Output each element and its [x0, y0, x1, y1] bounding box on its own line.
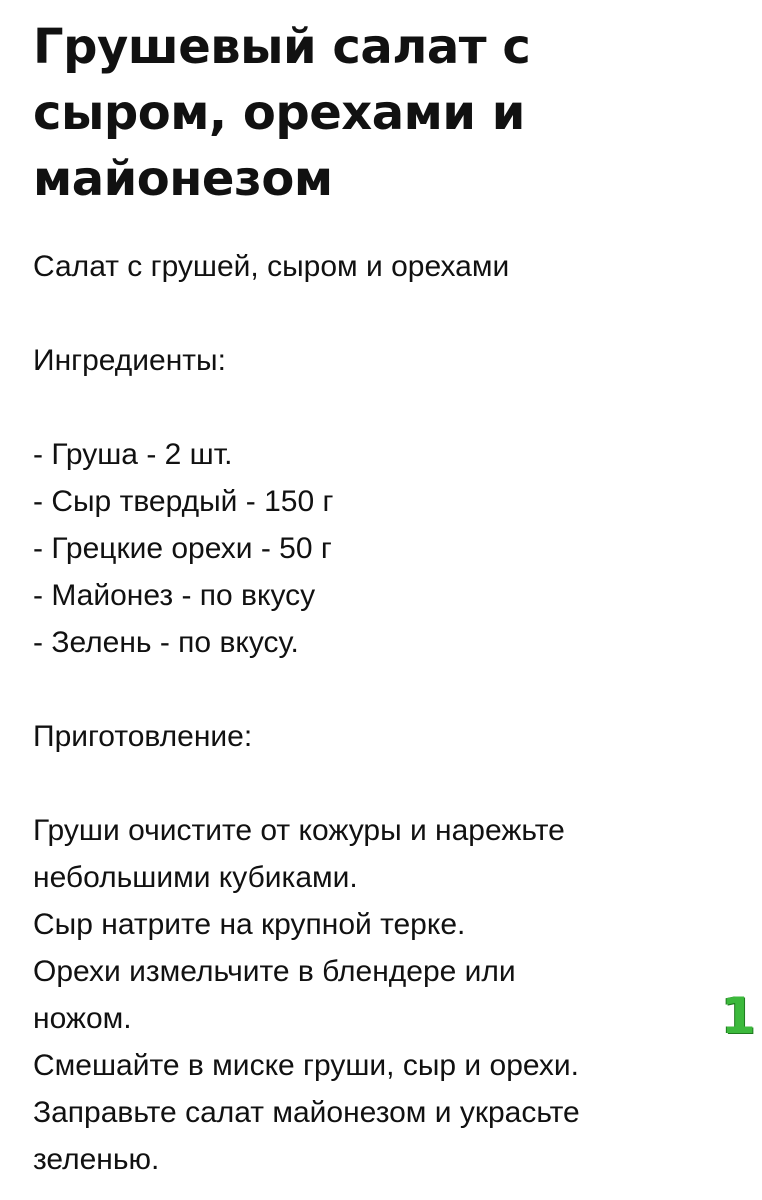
step-line: Орехи измельчите в блендере или: [33, 955, 516, 988]
step-line: Смешайте в миске груши, сыр и орехи.: [33, 1049, 579, 1082]
ingredients-heading: Ингредиенты:: [33, 344, 226, 377]
ingredient-item: - Груша - 2 шт.: [33, 438, 233, 471]
recipe-subtitle: Салат с грушей, сыром и орехами: [33, 250, 510, 283]
title-line: Грушевый салат с: [33, 19, 531, 75]
ingredient-item: - Грецкие орехи - 50 г: [33, 532, 332, 565]
preparation-steps: [33, 807, 733, 1183]
recipe-title: [33, 14, 733, 212]
step-line: Заправьте салат майонезом и украсьте: [33, 1096, 580, 1129]
step-line: ножом.: [33, 1002, 132, 1035]
step-line: Груши очистите от кожуры и нарежьте: [33, 814, 565, 847]
title-line: майонезом: [33, 151, 333, 207]
title-line: сыром, орехами и: [33, 85, 525, 141]
ingredient-item: - Майонез - по вкусу: [33, 579, 316, 612]
page-number: 1: [721, 987, 756, 1045]
ingredient-item: - Сыр твердый - 150 г: [33, 485, 334, 518]
preparation-heading: Приготовление:: [33, 720, 253, 753]
ingredients-list: [33, 431, 733, 666]
step-line: Сыр натрите на крупной терке.: [33, 908, 466, 941]
ingredient-item: - Зелень - по вкусу.: [33, 626, 299, 659]
step-line: зеленью.: [33, 1143, 160, 1176]
step-line: небольшими кубиками.: [33, 861, 358, 894]
recipe-page: [33, 14, 733, 1183]
